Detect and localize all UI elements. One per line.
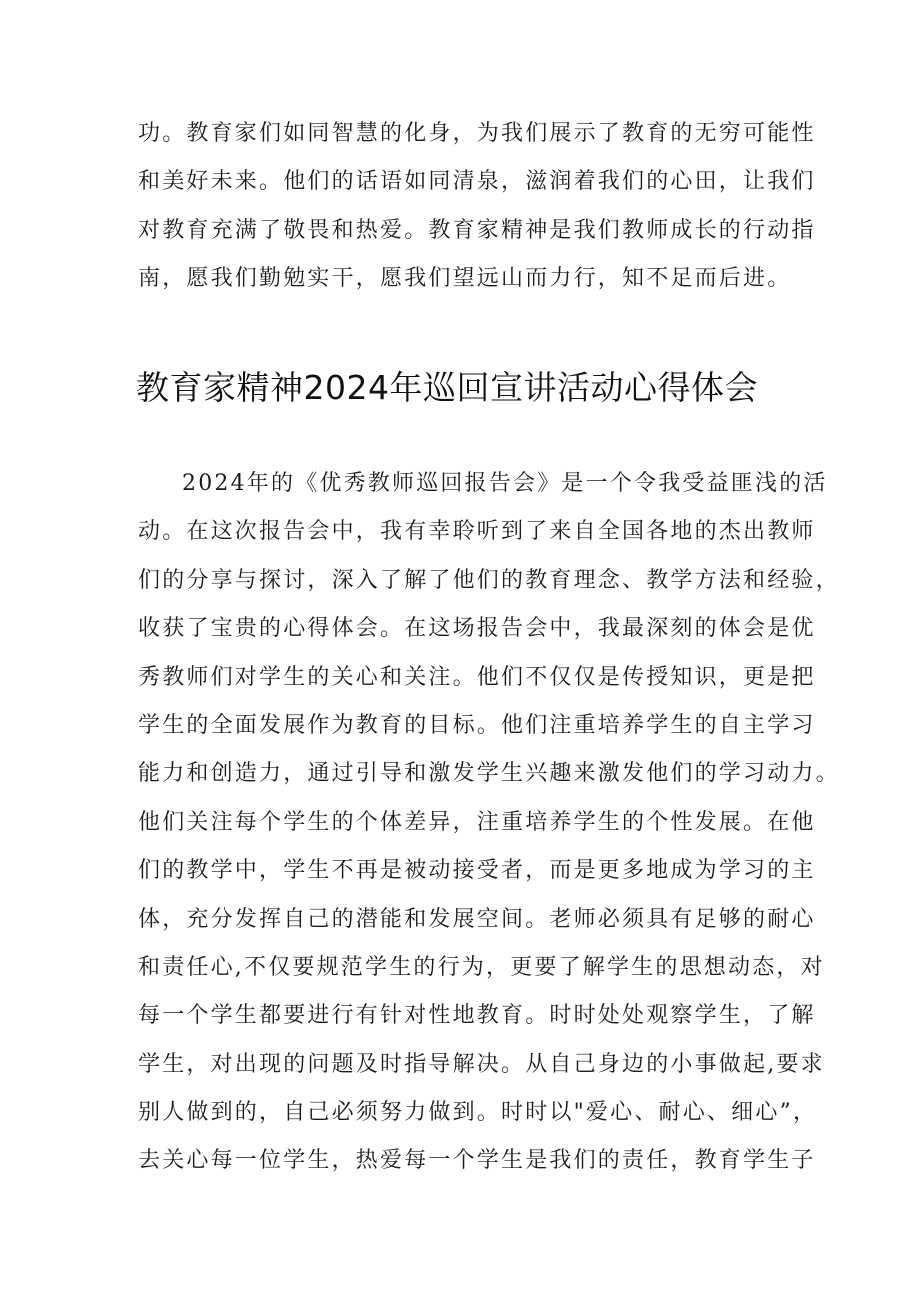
paragraph-line: 收获了宝贵的心得体会。在这场报告会中，我最深刻的体会是优 xyxy=(138,616,816,642)
paragraph-line: 和责任心,不仅要规范学生的行为，更要了解学生的思想动态，对 xyxy=(138,954,825,980)
paragraph-line: 去关心每一位学生，热爱每一个学生是我们的责任，教育学生子 xyxy=(138,1148,816,1174)
paragraph-line: 对教育充满了敬畏和热爱。教育家精神是我们教师成长的行动指 xyxy=(138,217,816,243)
continuation-paragraph xyxy=(138,110,816,304)
paragraph-line: 学生，对出现的问题及时指导解决。从自己身边的小事做起,要求 xyxy=(138,1051,825,1077)
paragraph-line: 体，充分发挥自己的潜能和发展空间。老师必须具有足够的耐心 xyxy=(138,906,816,932)
paragraph-line: 别人做到的，自己必须努力做到。时时以"爱心、耐心、细心”， xyxy=(138,1100,818,1126)
paragraph-line: 秀教师们对学生的关心和关注。他们不仅仅是传授知识，更是把 xyxy=(138,664,816,690)
paragraph-line: 每一个学生都要进行有针对性地教育。时时处处观察学生，了解 xyxy=(138,1003,816,1029)
paragraph-line: 2024年的《优秀教师巡回报告会》是一个令我受益匪浅的活 xyxy=(182,471,828,496)
section-title: 教育家精神2024年巡回宣讲活动心得体会 xyxy=(136,368,758,407)
paragraph-line: 学生的全面发展作为教育的目标。他们注重培养学生的自主学习 xyxy=(138,712,816,738)
paragraph-line: 南，愿我们勤勉实干，愿我们望远山而力行，知不足而后进。 xyxy=(138,266,792,292)
paragraph-line: 能力和创造力，通过引导和激发学生兴趣来激发他们的学习动力。 xyxy=(138,761,840,787)
paragraph-line: 们的教学中，学生不再是被动接受者，而是更多地成为学习的主 xyxy=(138,858,816,884)
paragraph-line: 功。教育家们如同智慧的化身，为我们展示了教育的无穷可能性 xyxy=(138,121,816,146)
paragraph-line: 们的分享与探讨，深入了解了他们的教育理念、教学方法和经验， xyxy=(138,567,840,593)
paragraph-line: 动。在这次报告会中，我有幸聆听到了来自全国各地的杰出教师 xyxy=(138,519,816,545)
body-paragraph xyxy=(138,460,840,1186)
paragraph-line: 和美好未来。他们的话语如同清泉，滋润着我们的心田，让我们 xyxy=(138,169,816,195)
paragraph-line: 他们关注每个学生的个体差异，注重培养学生的个性发展。在他 xyxy=(138,809,816,835)
